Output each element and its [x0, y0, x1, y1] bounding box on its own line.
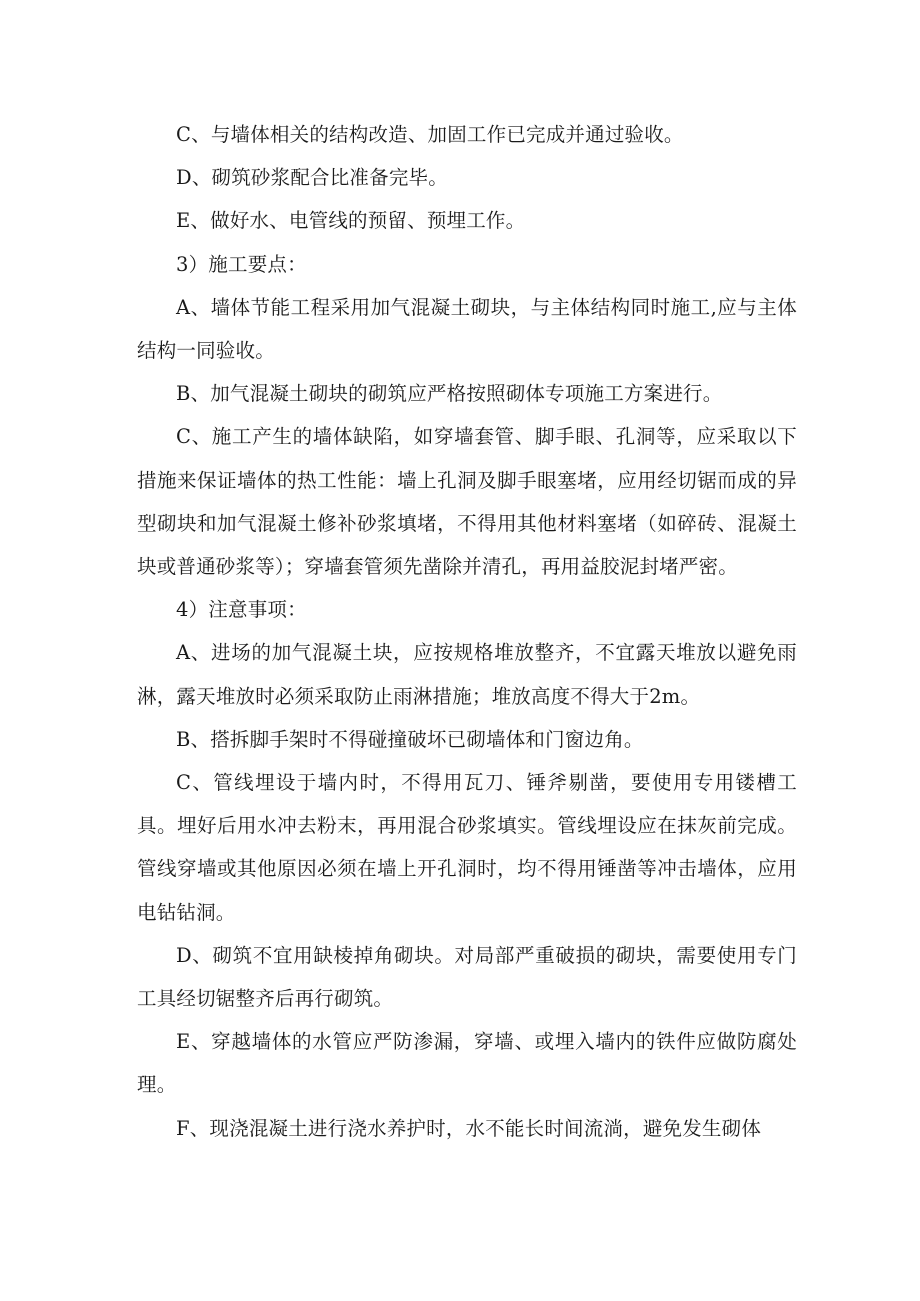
paragraph-precaution-c: C、管线埋设于墙内时，不得用瓦刀、锤斧剔凿，要使用专用镂槽工具。埋好后用水冲去粉末，再用混合砂浆填实。管线埋设应在抹灰前完成。管线穿墙或其他原因必须在墙上开孔洞时，均不得用锤凿等冲击墙体，应用电钻钻洞。	[137, 771, 797, 924]
paragraph-point-c: C、施工产生的墙体缺陷，如穿墙套管、脚手眼、孔洞等，应采取以下措施来保证墙体的热工性能：墙上孔洞及脚手眼塞堵，应用经切锯而成的异型砌块和加气混凝土修补砂浆填堵，不得用其他材料塞堵（如碎砖、混凝土块或普通砂浆等）；穿墙套管须先凿除并清孔，再用益胶泥封堵严密。	[137, 425, 797, 579]
paragraph-prereq-d: D、砌筑砂浆配合比准备完毕。	[176, 166, 448, 190]
paragraph-precaution-b: B、搭拆脚手架时不得碰撞破坏已砌墙体和门窗边角。	[176, 727, 644, 751]
paragraph-point-b: B、加气混凝土砌块的砌筑应严格按照砌体专项施工方案进行。	[176, 382, 723, 406]
paragraph-precaution-f: F、现浇混凝土进行浇水养护时，水不能长时间流淌，避免发生砌体	[176, 1116, 762, 1140]
paragraph-prereq-c: C、与墙体相关的结构改造、加固工作已完成并通过验收。	[176, 123, 684, 146]
paragraph-point-a: A、墙体节能工程采用加气混凝土砌块，与主体结构同时施工,应与主体结构一同验收。	[137, 295, 797, 363]
paragraph-prereq-e: E、做好水、电管线的预留、预埋工作。	[176, 209, 526, 233]
paragraph-precaution-e: E、穿越墙体的水管应严防渗漏，穿墙、或埋入墙内的铁件应做防腐处理。	[137, 1030, 797, 1097]
section-heading-construction-points: 3）施工要点：	[176, 252, 307, 276]
paragraph-precaution-a: A、进场的加气混凝土块，应按规格堆放整齐，不宜露天堆放以避免雨淋，露天堆放时必须采取防止雨淋措施；堆放高度不得大于2m。	[137, 641, 797, 708]
document-body	[137, 113, 797, 1150]
paragraph-precaution-d: D、砌筑不宜用缺棱掉角砌块。对局部严重破损的砌块，需要使用专门工具经切锯整齐后再行砌筑。	[137, 943, 797, 1011]
section-heading-precautions: 4）注意事项：	[176, 598, 307, 622]
